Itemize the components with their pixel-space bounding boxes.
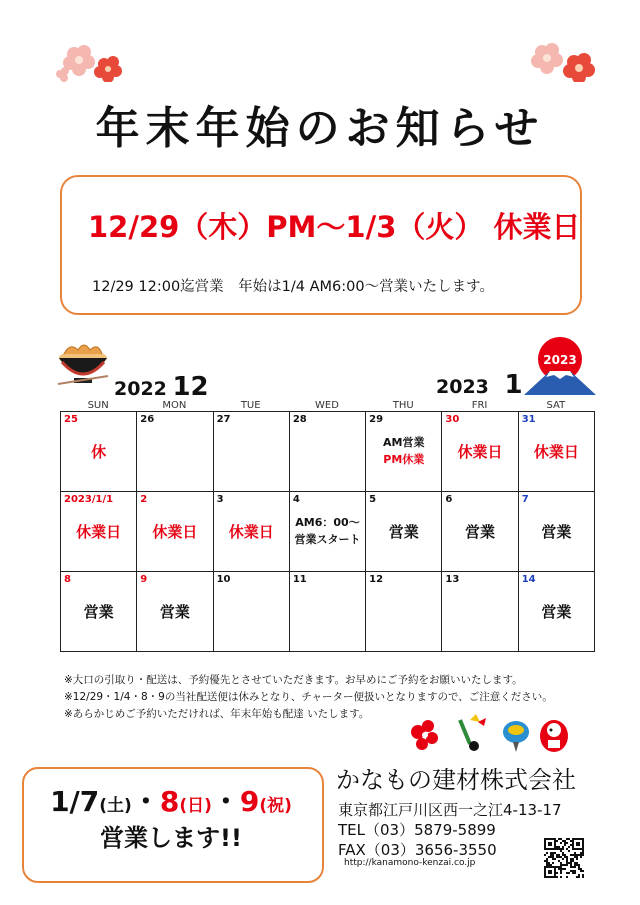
day-status-line: 営業 bbox=[159, 603, 190, 621]
day-status bbox=[137, 521, 212, 542]
day-status bbox=[442, 521, 517, 542]
weekday-label: SUN bbox=[87, 400, 109, 411]
company-fax: FAX（03）3656-3550 bbox=[338, 841, 497, 859]
company-tel: TEL（03）5879-5899 bbox=[338, 821, 496, 839]
day-status bbox=[61, 441, 136, 462]
company-url[interactable]: http://kanamono-kenzai.co.jp bbox=[344, 858, 476, 868]
calendar-day-cell bbox=[442, 412, 518, 492]
weekday-label: WED bbox=[315, 400, 339, 411]
day-status bbox=[290, 514, 365, 548]
day-status bbox=[519, 441, 594, 462]
day-status-line: 休業日 bbox=[76, 523, 122, 541]
note-line: ※12/29・1/4・8・9の当社配送便は休みとなり、チャーター便扱いとなりますので、ご注意ください。 bbox=[64, 691, 553, 703]
day-number: 31 bbox=[521, 414, 536, 425]
plum-blossom-right-icon bbox=[516, 40, 606, 82]
calendar-day-cell bbox=[61, 412, 137, 492]
open-date-1: 1/7 bbox=[50, 785, 100, 818]
day-status-line: 営業 bbox=[388, 523, 419, 541]
separator: ・ bbox=[131, 785, 160, 818]
separator: ・ bbox=[211, 785, 240, 818]
plum-icon bbox=[411, 720, 438, 750]
calendar-day-cell bbox=[214, 572, 290, 652]
company-address: 東京都江戸川区西一之江4-13-17 bbox=[338, 801, 562, 819]
day-number: 4 bbox=[292, 494, 300, 505]
spinning-top-icon bbox=[503, 721, 529, 752]
day-number: 30 bbox=[445, 414, 460, 425]
day-status-line: 休 bbox=[91, 443, 107, 461]
day-number: 27 bbox=[216, 414, 231, 425]
day-number: 11 bbox=[292, 574, 307, 585]
day-number: 25 bbox=[64, 414, 78, 425]
day-number: 28 bbox=[292, 414, 307, 425]
closure-detail: 12/29 12:00迄営業 年始は1/4 AM6:00～営業いたします。 bbox=[92, 279, 494, 295]
hagoita-icon bbox=[460, 714, 486, 751]
day-status-line: 休業日 bbox=[152, 523, 198, 541]
open-weekday-3: (祝) bbox=[259, 796, 292, 816]
calendar-day-cell bbox=[214, 492, 290, 572]
day-number: 3 bbox=[216, 494, 224, 505]
month-header-january bbox=[436, 370, 523, 400]
day-number: 26 bbox=[140, 414, 155, 425]
calendar-day-cell bbox=[290, 572, 366, 652]
day-status-line: PM休業 bbox=[383, 453, 425, 466]
weekday-label: THU bbox=[392, 400, 414, 411]
year-2022: 2022 bbox=[114, 378, 167, 400]
calendar-day-cell bbox=[366, 572, 442, 652]
day-status-line: AM営業 bbox=[383, 436, 425, 449]
day-number: 5 bbox=[369, 494, 377, 505]
day-number: 9 bbox=[140, 574, 148, 585]
day-status bbox=[137, 601, 212, 622]
day-number: 6 bbox=[445, 494, 453, 505]
open-weekday-2: (日) bbox=[179, 796, 212, 816]
day-status bbox=[366, 521, 441, 542]
day-number: 29 bbox=[369, 414, 384, 425]
weekday-label: FRI bbox=[471, 400, 488, 411]
calendar-day-cell bbox=[290, 492, 366, 572]
open-date-3: 9 bbox=[239, 785, 260, 818]
day-status bbox=[214, 521, 289, 542]
day-status bbox=[61, 601, 136, 622]
weekday-label: SAT bbox=[546, 400, 566, 411]
day-status-line: 営業 bbox=[541, 603, 572, 621]
calendar-day-cell bbox=[366, 412, 442, 492]
month-header-december bbox=[114, 372, 209, 402]
day-status-line: 休業日 bbox=[228, 523, 274, 541]
open-days-dates bbox=[22, 780, 320, 820]
calendar-day-cell bbox=[442, 572, 518, 652]
calendar-day-cell bbox=[442, 492, 518, 572]
year-2023: 2023 bbox=[436, 376, 489, 398]
year-badge: 2023 bbox=[543, 353, 577, 367]
month-12: 12 bbox=[172, 372, 209, 402]
daruma-icon bbox=[540, 720, 568, 752]
page-title: 年末年始のお知らせ bbox=[95, 103, 545, 154]
qr-code-icon[interactable] bbox=[544, 838, 584, 878]
day-status-line: 休業日 bbox=[533, 443, 579, 461]
calendar-day-cell bbox=[61, 572, 137, 652]
day-status bbox=[366, 434, 441, 468]
mount-fuji-sunrise-icon bbox=[522, 335, 598, 397]
open-days-message: 営業します!! bbox=[100, 824, 242, 852]
calendar-day-cell bbox=[61, 492, 137, 572]
open-weekday-1: (土) bbox=[99, 796, 132, 816]
calendar-day-cell bbox=[137, 492, 213, 572]
new-year-decoration-icons bbox=[404, 712, 584, 756]
calendar-day-cell bbox=[519, 572, 595, 652]
note-line: ※大口の引取り・配送は、予約優先とさせていただきます。お早めにご予約をお願いいたします。 bbox=[64, 674, 523, 686]
day-status bbox=[61, 521, 136, 542]
plum-blossom-left-icon bbox=[52, 40, 132, 82]
day-status-line: 営業スタート bbox=[294, 533, 361, 546]
day-number: 14 bbox=[521, 574, 536, 585]
calendar-grid bbox=[60, 411, 595, 652]
day-status-line: 休業日 bbox=[457, 443, 503, 461]
calendar-day-cell bbox=[519, 412, 595, 492]
day-status bbox=[519, 521, 594, 542]
calendar-day-cell bbox=[214, 412, 290, 492]
day-number: 2 bbox=[140, 494, 148, 505]
weekday-label: TUE bbox=[240, 400, 261, 411]
day-status-line: 営業 bbox=[83, 603, 114, 621]
day-status bbox=[442, 441, 517, 462]
calendar-day-cell bbox=[137, 412, 213, 492]
day-number: 8 bbox=[64, 574, 71, 585]
day-number: 2023/1/1 bbox=[64, 494, 114, 505]
day-status-line: AM6：00～ bbox=[295, 516, 360, 529]
month-1: 1 bbox=[504, 370, 523, 400]
note-line: ※あらかじめご予約いただければ、年末年始も配達 いたします。 bbox=[64, 708, 370, 720]
day-number: 10 bbox=[216, 574, 231, 585]
open-date-2: 8 bbox=[159, 785, 180, 818]
weekday-header bbox=[60, 400, 594, 411]
day-status-line: 営業 bbox=[465, 523, 496, 541]
day-status bbox=[519, 601, 594, 622]
day-number: 12 bbox=[369, 574, 384, 585]
calendar-day-cell bbox=[519, 492, 595, 572]
weekday-label: MON bbox=[162, 400, 187, 411]
day-number: 7 bbox=[521, 494, 529, 505]
company-contact bbox=[338, 800, 562, 860]
day-status-line: 営業 bbox=[541, 523, 572, 541]
calendar-day-cell bbox=[366, 492, 442, 572]
closure-headline: 12/29（木）PM～1/3（火） 休業日 bbox=[88, 210, 581, 244]
calendar-day-cell bbox=[137, 572, 213, 652]
day-number: 13 bbox=[445, 574, 460, 585]
company-name: かなもの建材株式会社 bbox=[336, 766, 576, 794]
toshikoshi-soba-icon bbox=[56, 340, 110, 388]
calendar-day-cell bbox=[290, 412, 366, 492]
